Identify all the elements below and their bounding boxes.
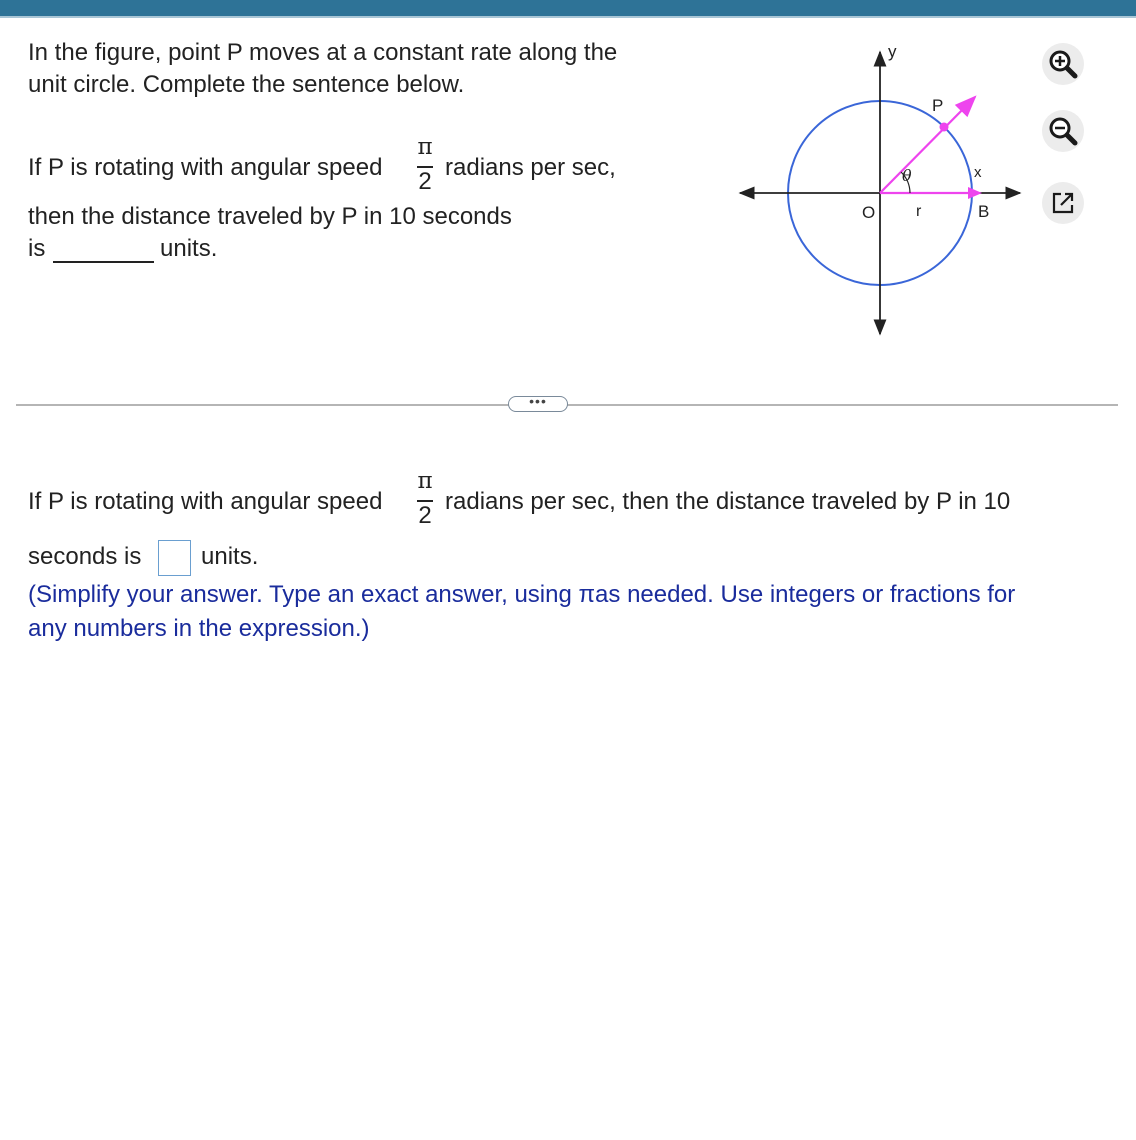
fraction-numerator: π — [417, 134, 433, 160]
label-r: r — [916, 203, 922, 220]
question-line-2: unit circle. Complete the sentence below. — [28, 71, 465, 98]
ray-ob-arrowhead — [968, 187, 982, 199]
top-bar — [0, 0, 1136, 16]
instruction-line-2: any numbers in the expression.) — [28, 615, 370, 642]
answer-input[interactable] — [158, 540, 191, 576]
label-p: P — [932, 96, 944, 115]
unit-circle-figure — [720, 30, 1050, 350]
question-line-4: then the distance traveled by P in 10 seconds — [28, 203, 512, 230]
fraction-denominator: 2 — [418, 502, 432, 529]
label-o: O — [862, 203, 876, 222]
label-theta: θ — [902, 166, 912, 185]
answer-speed-suffix: radians per sec, then the distance traveled by P in 10 — [445, 488, 1011, 515]
answer-blank-line — [53, 261, 154, 263]
answer-seconds-is: seconds is — [28, 543, 142, 570]
fraction-denominator: 2 — [418, 168, 432, 195]
zoom-in-icon[interactable] — [1040, 41, 1086, 87]
more-options-button[interactable]: ••• — [508, 396, 568, 412]
question-is: is — [28, 235, 46, 262]
label-x: x — [974, 164, 982, 181]
answer-units: units. — [201, 543, 259, 570]
answer-speed-prefix: If P is rotating with angular speed — [28, 488, 383, 515]
point-p — [940, 123, 949, 132]
label-y: y — [888, 42, 897, 61]
question-speed-suffix: radians per sec, — [445, 154, 616, 181]
question-speed-prefix: If P is rotating with angular speed — [28, 154, 383, 181]
label-b: B — [978, 202, 990, 221]
question-units: units. — [160, 235, 218, 262]
popout-icon[interactable] — [1040, 180, 1086, 226]
ray-op — [880, 97, 975, 193]
instruction-line-1: (Simplify your answer. Type an exact answer, using πas needed. Use integers or fractions for — [28, 581, 1016, 608]
fraction-numerator: π — [417, 468, 433, 494]
zoom-out-icon[interactable] — [1040, 108, 1086, 154]
top-bar-divider — [0, 16, 1136, 18]
question-line-1: In the figure, point P moves at a constant rate along the — [28, 39, 618, 66]
